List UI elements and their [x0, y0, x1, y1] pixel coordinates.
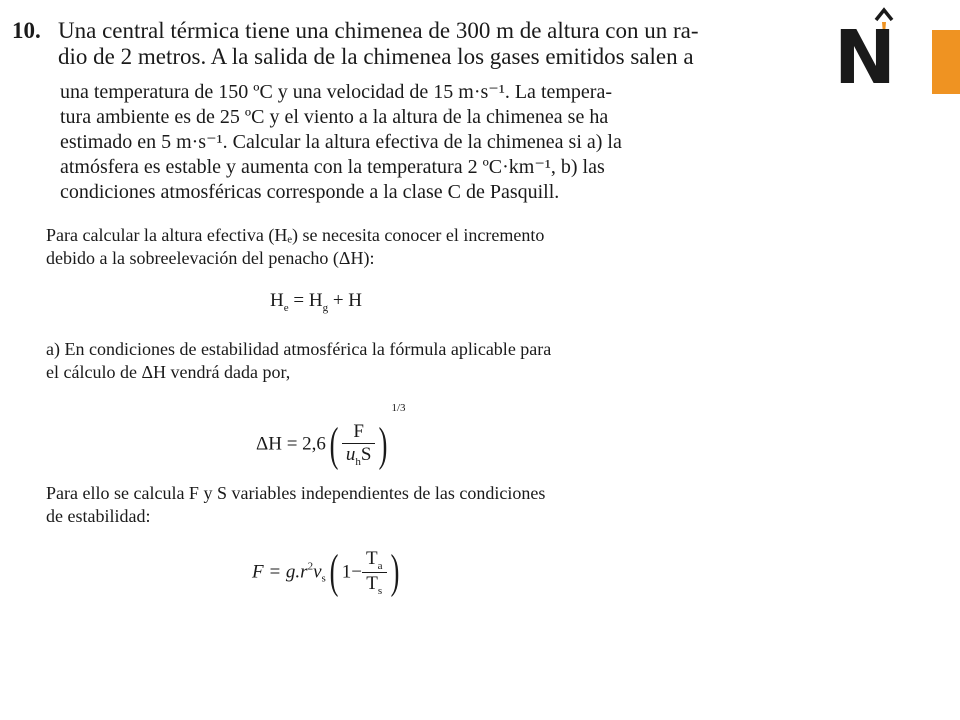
- problem-line-1: Una central térmica tiene una chimenea de 300 m de altura con un ra-: [58, 18, 699, 43]
- part-a-line-1: a) En condiciones de estabilidad atmosférica la fórmula aplicable para: [46, 339, 552, 359]
- equation-delta-h: ΔH = 2,6( $\frac{F}{u_hS}$ )$^{1/3}$: [256, 402, 406, 471]
- equation-buoyancy-flux: $F = g.r^2v_s$( 1− $\frac{T_a}{T_s}$ ): [252, 545, 399, 599]
- problem-line-7: condiciones atmosféricas corresponde a la clase C de Pasquill.: [60, 181, 560, 203]
- part-f-line-1: Para ello se calcula F y S variables independientes de las condiciones: [46, 483, 546, 503]
- problem-line-5: estimado en 5 m·s⁻¹. Calcular la altura efectiva de la chimenea si a) la: [60, 131, 622, 153]
- solution-intro-line-1: Para calcular la altura efectiva (Hₑ) se necesita conocer el incremento: [46, 225, 545, 245]
- logo-accent-bar: [932, 30, 960, 94]
- solution-intro-line-2: debido a la sobreelevación del penacho (ΔH):: [46, 248, 375, 268]
- problem-line-3: una temperatura de 150 ºC y una velocidad de 15 m·s⁻¹. La tempera-: [60, 81, 613, 103]
- problem-line-2: dio de 2 metros. A la salida de la chimenea los gases emitidos salen a: [58, 44, 694, 69]
- logo: [832, 4, 902, 101]
- problem-number: 10.: [12, 18, 41, 43]
- problem-line-4: tura ambiente es de 25 ºC y el viento a la altura de la chimenea se ha: [60, 106, 609, 128]
- equation-effective-height: $H_e = H_g + H$: [270, 290, 362, 314]
- problem-line-6: atmósfera es estable y aumenta con la temperatura 2 ºC·km⁻¹, b) las: [60, 156, 605, 178]
- logo-letter: N: [834, 15, 896, 101]
- part-f-line-2: de estabilidad:: [46, 506, 151, 526]
- part-a-line-2: el cálculo de ΔH vendrá dada por,: [46, 362, 291, 382]
